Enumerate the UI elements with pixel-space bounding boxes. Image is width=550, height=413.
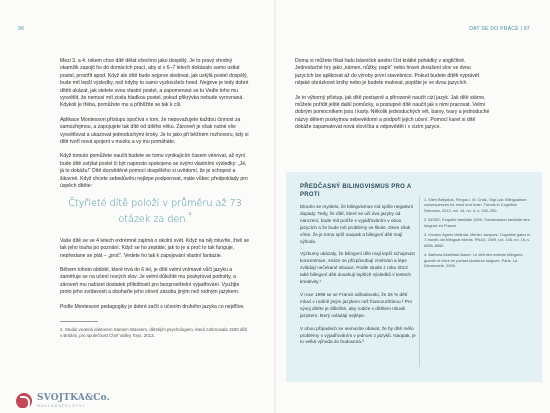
paragraph: Mezi 3. a 4. rokem chce dítě dělat všechno jako dospělý. Je to pravý vhodný okamžik zapojit ho do domácích prací, aby si v 6–7 letech dokázalo samo ustlat postel, prostřít apod. Když ale dítě bude nejprve sledovat, jak ustýlá postel dospělý, bude mít lepší výsledky, než kdyby to samo vyzkoušelo hned. Nejprve je tedy dobré dítěti ukázat, jak stelete svou vlastní postel, a zapomenout se tu Vedle toho mu vysvětlit, že nemusí mít zcela hladkou postel, pokud přikrývka nebude vyrovnaná. Kdykoli je třeba, pomůžete mu a přiblížíte se tak k cíli. — [60, 58, 249, 109]
page-number-left: 96 — [18, 26, 25, 32]
paragraph: Je to výborný přístup, jak dítě postupně a přirozeně naučit cizí jazyk. Jak dítě stárne, můžete pořídit ještě další pomůcky, a postupně dítě naučit jak s nimi pracovat. Velmi dobrým pomocníkem jsou i karty. Několik jednoduchých vět, barvy, tvary a jednoduché názvy dětem poskytnou sebevědomí a podpoří jejich učení. Pomocí karet si dítě dokáže zapamatovat nová slovíčka a odpovědět i v cizím jazyce. — [295, 94, 490, 131]
publisher-name: SVOJTKA&Co. — [37, 392, 111, 403]
paragraph: Aplikace Montessori přístupu spočívá v tom, že nepovažujete každou činnost za samozřejmou, a zapojujete tak dítě od útlého věku. Zároveň je však nutné vše vysvětlovat a ukazovat jednoduchými kroky. Je to jako při běžném rozhovoru, kdy si dítě tvoří nová spojení v mozku a vy mu pomáháte. — [60, 116, 249, 146]
publisher-logo-text — [37, 394, 110, 409]
box-note: 2. INSEE, Enquête familiale 1999, Transmission familiale des langues en France. — [424, 217, 530, 228]
paragraph: Podle Montessori pedagogiky je dobré začít s učením druhého jazyka co nejdříve. — [60, 303, 245, 310]
footnote-ref: ² — [188, 210, 192, 220]
sidebar-box-notes — [424, 197, 534, 272]
pull-quote-text: Čtyřleté dítě položí v průměru až 73 otázek za den. — [68, 197, 242, 225]
sidebar-box-heading: PŘEDČASNÝ BILINGVISMUS PRO A PROTI — [300, 184, 412, 198]
box-note: 1. Ellen Bialystok, Fergus I. M. Craik, Gigi Luk: Bilingualism: consequences for mind and brain. Trends in Cognitive Sciences, 2012, vol. 16, no. 4, s. 240–250. — [424, 197, 528, 213]
box-paragraph: Dlouho se myslelo, že bilingvismus má spíše negativní dopady. Tedy, že dítě, které se učí dva jazyky od narození, bude mít potíže s vyjadřováním v obou jazycích a že bude mít problémy ve škole. Dnes však víme, že je tomu spíš naopak a bilingvní děti mají výhodu. — [300, 204, 414, 244]
sidebar-box-divider — [419, 197, 420, 367]
pull-quote — [60, 198, 250, 226]
box-note: 3. Kovács Ágnes Melinda, Mehler Jacques: Cognitive gains in 7-month-old bilingual infants. PNAS, 2009, vol. 106, no. 16, s. 6556–6560. — [424, 232, 531, 248]
publisher-logo — [16, 392, 110, 410]
book-gutter — [274, 0, 276, 413]
footnote-divider — [60, 321, 98, 322]
sidebar-box — [286, 172, 542, 382]
box-paragraph: V obou případech se nemusíte obávat, že by dítě mělo problémy s vyjadřováním v jednom z jazyků. Naopak, je to velká výhoda do budoucna.³ — [300, 325, 416, 345]
right-text-column — [295, 58, 490, 139]
box-note: 4. Barbara Abdelilah-Bauer: Le défi des enfants bilingues: grandir et vivre en parlant plusieurs langues. Paris: La Découverte, 2008. — [424, 252, 524, 269]
box-paragraph: V roce 1999 se ve Francii odhadovalo, že 26 % dětí mluví v rodině jiným jazykem než francouzštinou.² Pro vývoj dítěte je důležité, aby rodiče s dítětem mluvili jazykem, který ovládají nejlépe. — [300, 291, 413, 318]
publisher-subtitle: NAKLADATELSTVÍ — [37, 403, 85, 408]
box-paragraph: Výzkumy ukázaly, že bilingvní děti mají lepší schopnost koncentrace, snáze se přizpůsobují změnám a lépe zvládají nečekané situace. Podle studie z roku 2012 také bilingvní děti dosahují lepších výsledků v testech kreativity.¹ — [300, 251, 415, 285]
paragraph: Doma si můžete říkat řadu básniček anebo číst krátké pohádky v angličtině. Jednoduché hry jako „kámen, nůžky, papír“ nebo hravé zkoušení slov ve dvou jazycích lze aplikovat až do výroby první stavebnice. Pokud budete dítěti vyprávět nějaké obrázkové knihy nebo je budete malovat, popište je ve dvou jazycích. — [295, 58, 480, 87]
publisher-logo-icon — [16, 393, 32, 409]
running-header-right: DAT SE DO PRÁCE | 97 — [469, 26, 530, 32]
paragraph: Během tohoto období, které trvá do 6 let, je dítě velmi vnímavé vůči jazyku a zaměřuje se na učení nových slov. Je velmi důležité mu poskytovat podněty, a zároveň mu nabízet dostatek příležitostí pro bezprostřední vyjadřování. Využijte proto jeho zvídavosti a obohaťte jeho slovní zásobu jiným než rodným jazykem. — [60, 266, 240, 296]
footnote: 2. Studie vedená doktorem Samem Wassem, dětským psychologem, která zahrnovala 1500 dětí v Británii, pro společnost Chef Valley Toys, 2013. — [60, 326, 248, 338]
paragraph: Když tomuto pomůžete naučit budete se tomu vynikajícím časem věnovat, až nyní bude dítě ustýlat postel či být naprosto spokojeno se svými vlastními výsledky: „Jé, já to dokážu!“ Dítě dozvěděné pomocí dospělého si uvědomí, že je schopné a šikovné. Když chcete sebedůvěru nejlépe podporovat, máte vůbec předpoklady pro úspěch dítěte: — [60, 153, 248, 190]
paragraph: Vaše dítě se ve 4 letech extrémně zajímá o okolní svět. Když na něj mluvíte, živě se tak jeho touha po poznání. Když se ho zeptáte, jak to je a proč to tak funguje, nepřestane se ptát – „proč“. Vedete ho tak k zapojování vlastní fantazie. — [60, 237, 250, 259]
sidebar-box-body — [300, 204, 416, 352]
left-text-column — [60, 58, 250, 346]
